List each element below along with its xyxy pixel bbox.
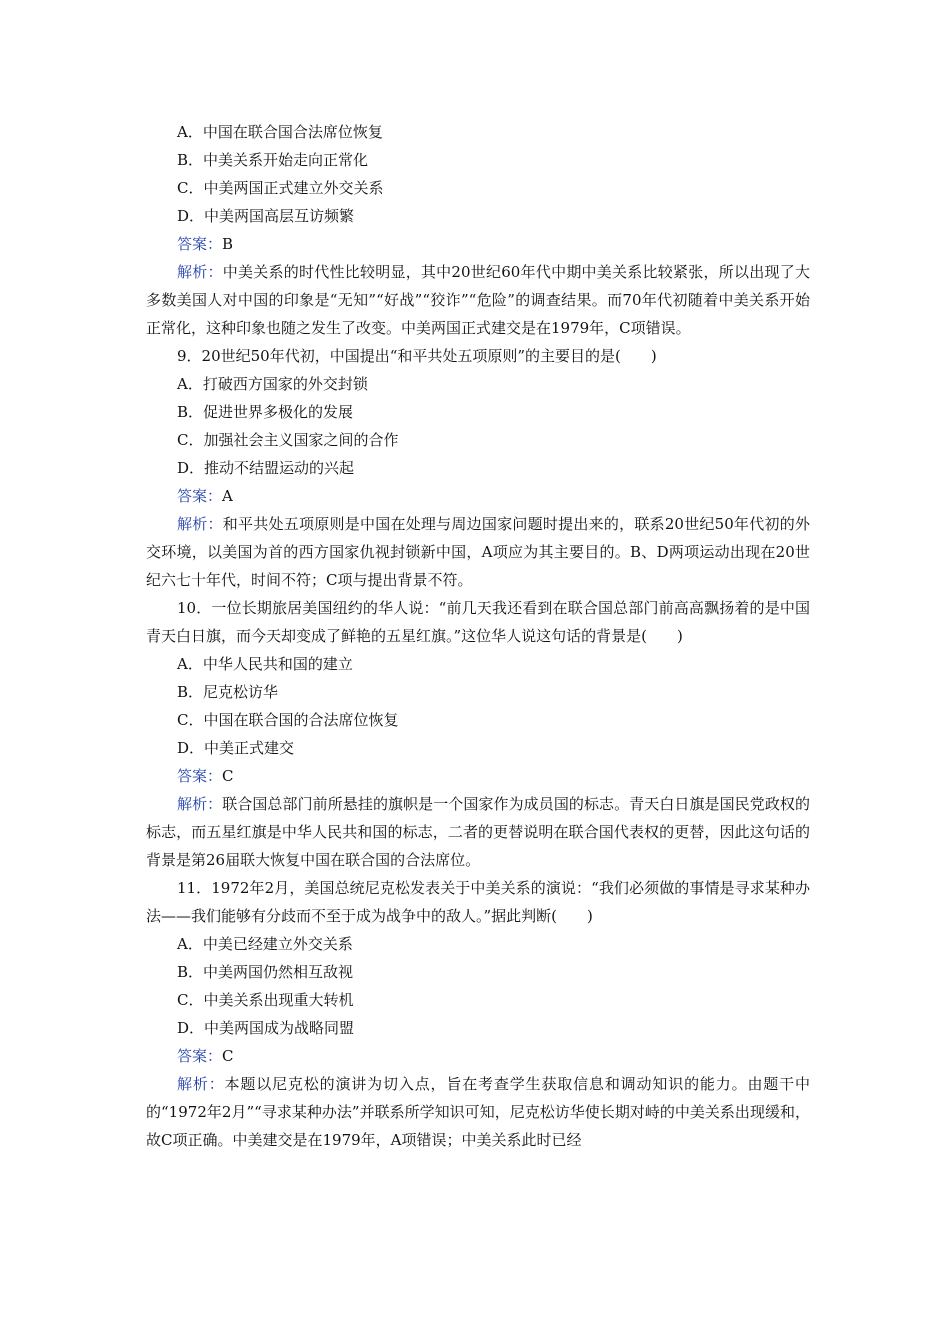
answer-label: 答案： bbox=[177, 1047, 223, 1065]
q11-option-d: D．中美两国成为战略同盟 bbox=[177, 1019, 355, 1037]
answer-value: A bbox=[222, 487, 233, 505]
q10-analysis bbox=[146, 790, 810, 874]
answer-value: C bbox=[222, 1047, 234, 1065]
analysis-label: 解析： bbox=[177, 263, 223, 281]
analysis-label: 解析： bbox=[177, 1075, 225, 1093]
q9-analysis bbox=[146, 510, 810, 594]
q8-option-c: C．中美两国正式建立外交关系 bbox=[177, 179, 384, 197]
q8-answer bbox=[146, 230, 810, 258]
document-content bbox=[146, 118, 810, 1154]
q10-option-a: A．中华人民共和国的建立 bbox=[177, 655, 353, 673]
analysis-label: 解析： bbox=[177, 515, 223, 533]
q10-stem bbox=[146, 594, 810, 650]
q11-option-b: B．中美两国仍然相互敌视 bbox=[177, 963, 354, 981]
answer-label: 答案： bbox=[177, 767, 223, 785]
q11-option-c: C．中美关系出现重大转机 bbox=[177, 991, 354, 1009]
stem-close-paren: ) bbox=[677, 627, 683, 645]
question-stem: 11．1972年2月，美国总统尼克松发表关于中美关系的演说：“我们必须做的事情是寻求某种办法——我们能够有分歧而不至于成为战争中的敌人。”据此判断( bbox=[146, 879, 810, 925]
q11-answer bbox=[146, 1042, 810, 1070]
answer-label: 答案： bbox=[177, 235, 223, 253]
q9-option-c: C．加强社会主义国家之间的合作 bbox=[177, 431, 399, 449]
stem-close-paren: ) bbox=[650, 347, 657, 365]
question-stem: 10．一位长期旅居美国纽约的华人说：“前几天我还看到在联合国总部门前高高飘扬着的是中国青天白日旗，而今天却变成了鲜艳的五星红旗。”这位华人说这句话的背景是( bbox=[146, 599, 810, 645]
q9-option-d: D．推动不结盟运动的兴起 bbox=[177, 459, 355, 477]
q9-stem bbox=[146, 342, 810, 370]
q10-option-c: C．中国在联合国的合法席位恢复 bbox=[177, 711, 399, 729]
analysis-text: 和平共处五项原则是中国在处理与周边国家问题时提出来的，联系20世纪50年代初的外交环境，以美国为首的西方国家仇视封锁新中国，A项应为其主要目的。B、D两项运动出现在20世纪六七十年代，时间不符；C项与提出背景不符。 bbox=[146, 515, 810, 589]
analysis-text: 本题以尼克松的演讲为切入点，旨在考查学生获取信息和调动知识的能力。由题干中的“1972年2月”“寻求某种办法”并联系所学知识可知，尼克松访华使长期对峙的中美关系出现缓和，故C项正确。中美建交是在1979年，A项错误；中美关系此时已经 bbox=[146, 1075, 810, 1149]
analysis-text: 中美关系的时代性比较明显，其中20世纪60年代中期中美关系比较紧张，所以出现了大多数美国人对中国的印象是“无知”“好战”“狡诈”“危险”的调查结果。而70年代初随着中美关系开始正常化，这种印象也随之发生了改变。中美两国正式建交是在1979年，C项错误。 bbox=[146, 263, 810, 337]
stem-close-paren: ) bbox=[587, 907, 593, 925]
q9-option-a: A．打破西方国家的外交封锁 bbox=[177, 375, 368, 393]
q8-analysis bbox=[146, 258, 810, 342]
question-stem: 9．20世纪50年代初，中国提出“和平共处五项原则”的主要目的是( bbox=[177, 347, 621, 365]
q8-option-b: B．中美关系开始走向正常化 bbox=[177, 151, 369, 169]
q11-option-a: A．中美已经建立外交关系 bbox=[177, 935, 353, 953]
q11-analysis bbox=[146, 1070, 810, 1154]
analysis-text: 联合国总部门前所悬挂的旗帜是一个国家作为成员国的标志。青天白日旗是国民党政权的标志，而五星红旗是中华人民共和国的标志，二者的更替说明在联合国代表权的更替，因此这句话的背景是第26届联大恢复中国在联合国的合法席位。 bbox=[146, 795, 810, 869]
answer-value: B bbox=[222, 235, 234, 253]
q8-option-d: D．中美两国高层互访频繁 bbox=[177, 207, 355, 225]
q9-answer bbox=[146, 482, 810, 510]
q9-option-b: B．促进世界多极化的发展 bbox=[177, 403, 354, 421]
analysis-label: 解析： bbox=[177, 795, 223, 813]
answer-label: 答案： bbox=[177, 487, 223, 505]
q8-option-a: A．中国在联合国合法席位恢复 bbox=[177, 123, 383, 141]
q10-answer bbox=[146, 762, 810, 790]
q10-option-b: B．尼克松访华 bbox=[177, 683, 279, 701]
q10-option-d: D．中美正式建交 bbox=[177, 739, 295, 757]
answer-value: C bbox=[222, 767, 234, 785]
q11-stem bbox=[146, 874, 810, 930]
